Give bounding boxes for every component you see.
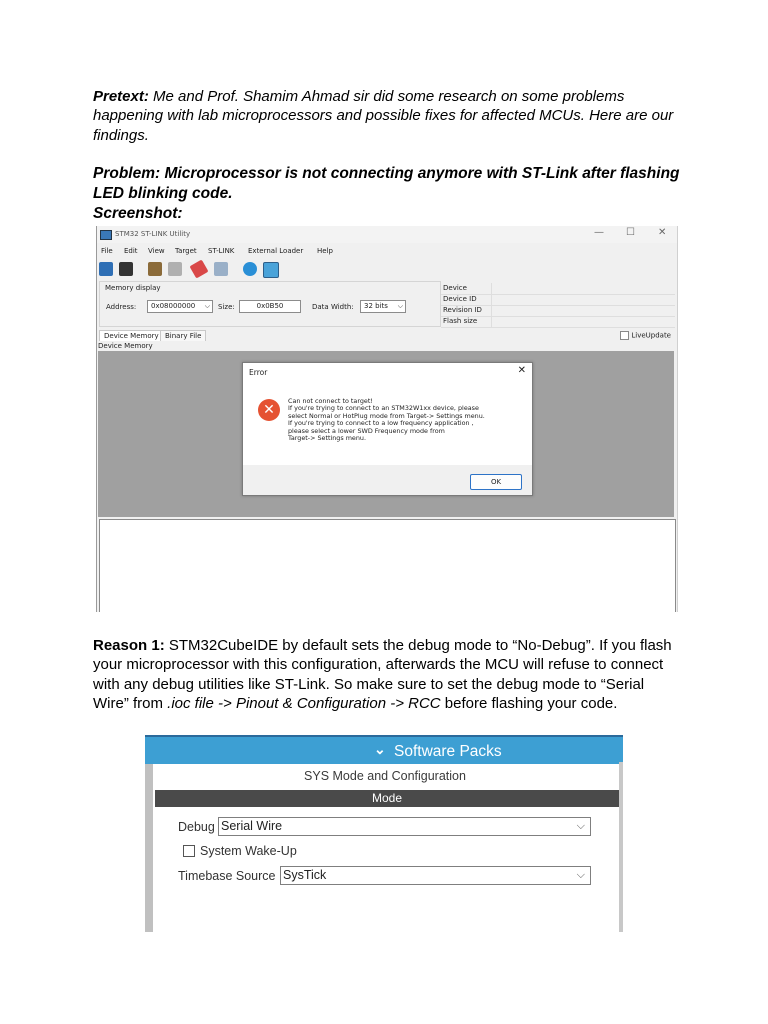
- stlink-toolbar: [97, 260, 677, 278]
- dialog-line: If you're trying to connect to a low frequency application ,: [288, 419, 474, 428]
- flash-size-label: Flash size: [443, 317, 478, 325]
- timebase-value: SysTick: [283, 868, 327, 882]
- dialog-line: If you're trying to connect to an STM32W1xx device, please: [288, 404, 479, 413]
- address-select[interactable]: [147, 300, 213, 313]
- log-console: [99, 519, 676, 612]
- cubeide-sys-screenshot: [145, 735, 623, 932]
- dialog-close-button[interactable]: ✕: [517, 365, 526, 376]
- left-panel-edge: [145, 735, 153, 932]
- stlink-utility-screenshot: [96, 226, 678, 612]
- memory-display-label: Memory display: [105, 284, 161, 292]
- revision-id-label: Revision ID: [443, 306, 482, 314]
- flash-size-row: [441, 316, 675, 328]
- menu-stlink[interactable]: ST-LINK: [208, 247, 235, 255]
- screenshot-label: Screenshot:: [93, 205, 183, 222]
- device-memory-label: Device Memory: [98, 342, 153, 350]
- error-dialog: [242, 362, 533, 496]
- address-label: Address:: [106, 303, 137, 311]
- software-packs-label: Software Packs: [394, 743, 502, 760]
- dialog-body: [243, 383, 532, 465]
- dialog-footer: [243, 465, 532, 495]
- ok-button[interactable]: OK: [470, 474, 522, 490]
- open-file-icon[interactable]: [99, 262, 113, 276]
- live-update-checkbox[interactable]: [620, 331, 671, 340]
- stlink-window-title: STM32 ST-LINK Utility: [115, 230, 191, 238]
- debug-value: Serial Wire: [221, 819, 283, 833]
- device-info-table: [441, 283, 675, 327]
- erase-icon[interactable]: [189, 259, 208, 278]
- device-row-label: Device: [443, 284, 467, 292]
- save-icon[interactable]: [119, 262, 133, 276]
- size-label: Size:: [218, 303, 235, 311]
- size-field[interactable]: [239, 300, 301, 313]
- scrollbar[interactable]: [619, 762, 623, 932]
- problem-section: [93, 164, 683, 224]
- app-icon: [100, 230, 112, 240]
- dialog-message: [288, 398, 523, 442]
- connect-icon[interactable]: [148, 262, 162, 276]
- chevron-down-icon: ⌵: [576, 869, 585, 881]
- error-icon: ✕: [258, 399, 280, 421]
- stlink-menubar: [97, 245, 677, 257]
- pretext-paragraph: [93, 87, 683, 145]
- size-value: 0x0B50: [256, 302, 284, 310]
- memory-display-group: [99, 281, 441, 327]
- sys-config-title: SYS Mode and Configuration: [304, 769, 466, 783]
- data-width-select[interactable]: [360, 300, 406, 313]
- data-width-label: Data Width:: [312, 303, 354, 311]
- menu-help[interactable]: Help: [317, 247, 333, 255]
- software-packs-header[interactable]: [145, 735, 623, 764]
- chevron-down-icon: ⌄: [374, 741, 386, 757]
- reason1-text-end: before flashing your code.: [440, 694, 618, 712]
- disconnect-icon[interactable]: [168, 262, 182, 276]
- menu-external-loader[interactable]: External Loader: [248, 247, 304, 255]
- stlink-tabs: [97, 329, 677, 341]
- timebase-source-select[interactable]: [280, 866, 591, 885]
- system-wakeup-label: System Wake-Up: [200, 844, 297, 858]
- data-width-value: 32 bits: [364, 302, 388, 310]
- checkbox-icon: [620, 331, 629, 340]
- menu-edit[interactable]: Edit: [124, 247, 138, 255]
- debug-label: Debug: [178, 820, 215, 834]
- maximize-button[interactable]: ☐: [626, 227, 635, 238]
- pretext-label: Pretext:: [93, 88, 149, 105]
- device-id-label: Device ID: [443, 295, 477, 303]
- target-icon[interactable]: [243, 262, 257, 276]
- reason1-text: STM32CubeIDE by default sets the debug mode to “No-Debug”. If you flash your microprocessor with this configuration, afterwards the MCU will refuse to connect with any debug utilities like ST-Link. So make sure to set the debug mode to “Serial Wire” from: [93, 637, 672, 712]
- menu-file[interactable]: File: [101, 247, 113, 255]
- stlink-titlebar: [97, 226, 677, 243]
- close-button[interactable]: ✕: [658, 227, 667, 238]
- dialog-line: Can not connect to target!: [288, 397, 373, 405]
- minimize-button[interactable]: —: [594, 227, 604, 238]
- tab-binary-file[interactable]: Binary File: [160, 330, 206, 341]
- chevron-down-icon: ⌵: [576, 820, 585, 832]
- timebase-source-label: Timebase Source: [178, 869, 276, 883]
- tab-device-memory[interactable]: Device Memory: [99, 330, 164, 341]
- dialog-line: please select a lower SWD Frequency mode from: [288, 426, 445, 435]
- address-value: 0x08000000: [151, 302, 196, 310]
- menu-target[interactable]: Target: [175, 247, 197, 255]
- dialog-title: Error: [249, 368, 268, 377]
- cli-icon[interactable]: [263, 262, 279, 278]
- mode-bar: Mode: [155, 790, 619, 807]
- live-update-label: LiveUpdate: [631, 331, 671, 340]
- reason1-label: Reason 1:: [93, 637, 165, 654]
- dialog-line: Target-> Settings menu.: [288, 434, 366, 443]
- menu-view[interactable]: View: [148, 247, 165, 255]
- dialog-line: select Normal or HotPlug mode from Target-> Settings menu.: [288, 411, 485, 420]
- chevron-down-icon: ⌵: [204, 302, 210, 310]
- reason1-paragraph: [93, 636, 683, 713]
- pretext-text: Me and Prof. Shamim Ahmad sir did some research on some problems happening with lab microprocessors and possible fixes for affected MCUs. Here are our findings.: [93, 88, 674, 144]
- debug-select[interactable]: [218, 817, 591, 836]
- problem-heading: Problem: Microprocessor is not connecting anymore with ST-Link after flashing LED blinking code.: [93, 165, 680, 202]
- system-wakeup-checkbox[interactable]: [183, 845, 195, 857]
- program-icon[interactable]: [214, 262, 228, 276]
- reason1-path: .ioc file -> Pinout & Configuration -> RCC: [167, 694, 441, 712]
- chevron-down-icon: ⌵: [397, 302, 403, 310]
